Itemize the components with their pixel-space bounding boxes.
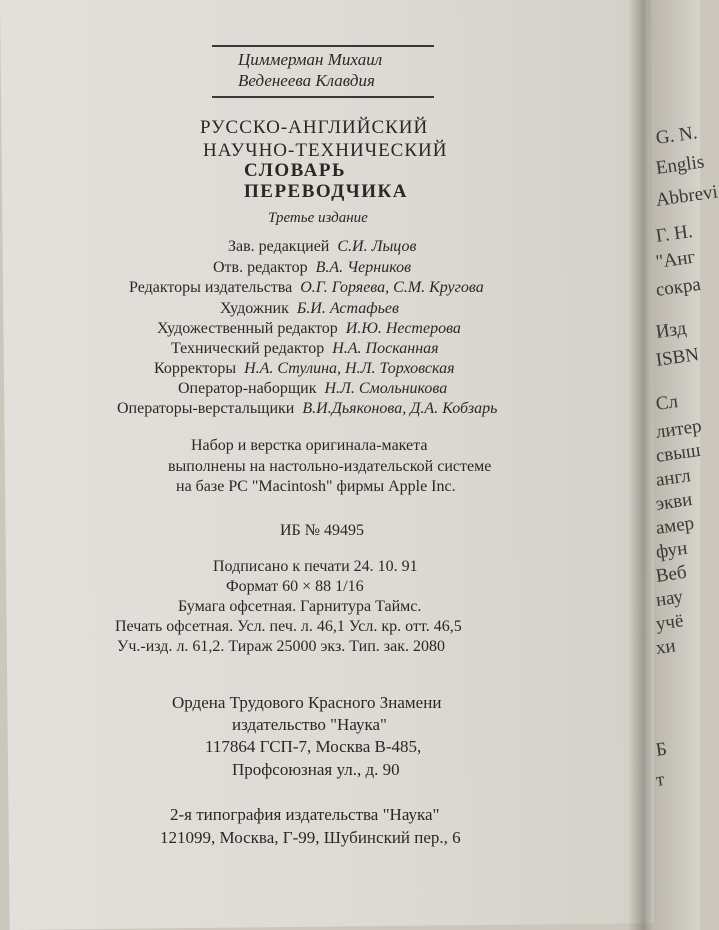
right-fragment: G. N. [654,122,699,149]
typesetting-line: выполнены на настольно-издательской системе [168,458,492,475]
ib-number: ИБ № 49495 [280,522,365,539]
credit-line [178,380,447,398]
credit-line [171,340,439,358]
right-fragment: ISBN [654,344,701,371]
credit-name: Н.Л. Смольникова [324,380,448,397]
credit-name: О.Г. Горяева, С.М. Кругова [300,279,484,296]
edition: Третье издание [268,210,368,226]
right-fragment: Abbrevi [654,181,719,211]
right-fragment: Г. Н. [654,220,694,247]
right-fragment: Сл [654,391,680,415]
print-info-line: Подписано к печати 24. 10. 91 [213,558,418,575]
credit-role: Зав. редакцией [228,238,330,255]
credit-role: Корректоры [154,360,237,377]
author-1: Циммерман Михаил [238,50,383,69]
credit-role: Художник [220,300,289,317]
right-fragment: литер [654,415,703,443]
credit-name: Н.А. Стулина, Н.Л. Торховская [244,360,455,377]
right-fragment: "Анг [654,246,697,273]
publisher-line: Ордена Трудового Красного Знамени [172,693,442,712]
credit-role: Художественный редактор [157,320,338,337]
right-fragment: англ [654,465,692,491]
printer-line: 2-я типография издательства "Наука" [170,805,440,824]
right-fragment: свыш [654,439,702,467]
right-fragment: амер [654,512,696,539]
right-fragment: хи [654,635,677,659]
author-2: Веденеева Клавдия [238,71,375,90]
publisher-line: издательство "Наука" [232,715,387,734]
title-line-3: СЛОВАРЬ [244,160,347,181]
print-info-line: Уч.-изд. л. 61,2. Тираж 25000 экз. Тип. зак. 2080 [117,638,445,655]
credit-role: Операторы-верстальщики [117,400,295,417]
credit-line [117,400,497,418]
typesetting-line: на базе PC "Macintosh" фирмы Apple Inc. [176,478,456,495]
right-fragment: экви [654,489,694,515]
right-fragment: Изд [654,317,688,343]
title-line-1: РУССКО-АНГЛИЙСКИЙ [200,117,429,138]
credit-line [157,320,461,338]
bottom-rule [212,96,434,98]
right-fragment: Б [654,738,669,761]
credit-line [213,259,411,277]
right-fragment: сокра [654,273,703,301]
print-info-line: Печать офсетная. Усл. печ. л. 46,1 Усл. кр. отт. 46,5 [115,618,462,635]
printer-line: 121099, Москва, Г-99, Шубинский пер., 6 [160,828,461,847]
credit-line [220,300,399,318]
credit-line [228,238,416,256]
title-line-2: НАУЧНО-ТЕХНИЧЕСКИЙ [203,140,448,161]
right-fragment: учё [654,610,685,635]
right-fragment: фун [654,537,689,563]
publisher-line: 117864 ГСП-7, Москва В-485, [205,737,422,756]
credit-name: Б.И. Астафьев [296,300,399,317]
credit-name: И.Ю. Нестерова [345,320,461,337]
right-fragment: т [654,768,666,791]
credit-role: Оператор-наборщик [178,380,317,397]
credit-name: С.И. Лыцов [337,238,417,255]
right-fragment: Englis [654,151,706,179]
credit-role: Редакторы издательства [129,279,293,296]
credit-name: В.А. Черников [315,259,412,276]
credit-line [154,360,455,378]
credit-role: Технический редактор [171,340,325,357]
credit-name: В.И.Дьяконова, Д.А. Кобзарь [302,400,498,417]
typesetting-line: Набор и верстка оригинала-макета [191,437,428,454]
top-rule [212,45,434,47]
print-info-line: Формат 60 × 88 1/16 [226,578,364,595]
right-page [654,0,719,930]
credit-line [129,279,484,297]
credit-name: Н.А. Посканная [332,340,439,357]
print-info-line: Бумага офсетная. Гарнитура Таймс. [178,598,422,615]
right-fragment: Веб [654,561,688,587]
right-fragment: нау [654,586,685,611]
credit-role: Отв. редактор [213,259,308,276]
title-line-4: ПЕРЕВОДЧИКА [244,181,409,202]
publisher-line: Профсоюзная ул., д. 90 [232,760,400,779]
